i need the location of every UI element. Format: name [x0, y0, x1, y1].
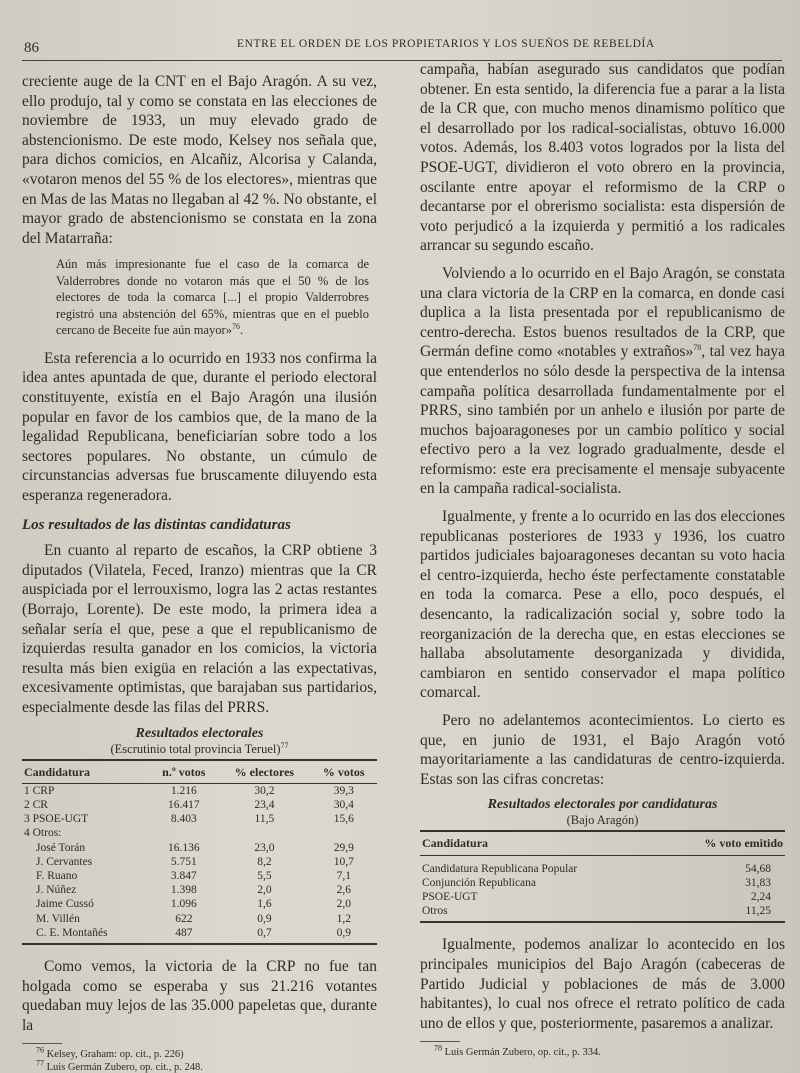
paragraph: Igualmente, y frente a lo ocurrido en las dos elecciones republicanas posteriores de 1933 y 1936, los cuatro partidos judiciales bajoaragoneses decantan su voto hacia el centro-izquierda, hecho éste perfectamente constatable en toda la comarca. Pese a ello, poco después, el desencanto, la radicalización social y, sobre todo la reorganización de la derecha que, en estas elecciones se hallaba absolutamente desorganizada y dividida, cambiaron en sentido conservador el mapa político comarcal.	[420, 508, 785, 702]
column-header: % electores	[218, 760, 310, 784]
table-row: 2 CR 16.417 23,4 30,4	[24, 798, 354, 811]
paragraph: Pero no adelantemos acontecimientos. Lo cierto es que, en junio de 1931, el Bajo Aragón votó mayoritariamente a las candidaturas de centro-izquierda. Estas son las cifras concretas:	[420, 712, 785, 788]
footnote: $^{78}$ Luis Germán Zubero, op. cit., p. 334.	[434, 1043, 601, 1059]
page-number: 86	[24, 40, 39, 56]
footnote-ref[interactable]: 77	[280, 740, 289, 750]
paragraph: campaña, habían asegurado sus candidatos que podían obtener. En esta sentido, la diferencia fue a parar a la lista de la CR que, con mucho menos dinamismo político que el desarrollado por los radical-socialistas, obtuvo 16.000 votos. Además, los 8.403 votos logrados por la lista del PSOE-UGT, dividieron el voto obrero en la provincia, oscilante entre apoyar el reformismo de la CRP o decantarse por el obrerismo socialista: esta dispersión de voto perjudicó a la izquierda y permitió a los radicales arrancar su segundo escaño.	[420, 61, 785, 255]
table-title: Resultados electorales	[135, 725, 264, 741]
footnote: $^{76}$ Kelsey, Graham: op. cit., p. 226)	[36, 1045, 184, 1061]
table-row: Candidatura Republicana Popular 54,68	[422, 862, 771, 875]
table-row: Otros 11,25	[420, 904, 785, 922]
footnote: $^{77}$ Luis Germán Zubero, op. cit., p. 248.	[36, 1058, 203, 1073]
footnote-divider	[22, 1043, 62, 1044]
block-quote: Aún más impresionante fue el caso de la comarca de Valderrobres donde no votaron más que el 50 % de los electores de toda la comarca [...] el propio Valderrobres registró una abstención del 65%, mientras que en el pueblo cercano de Beceite fue aún mayor»$^{76}$.	[56, 257, 369, 338]
column-header: % votos	[311, 760, 377, 784]
column-header: Candidatura	[22, 760, 149, 784]
paragraph: Volviendo a lo ocurrido en el Bajo Aragón, se constata una clara victoria de la CRP en la comarca, en donde casi duplica a la lista presentada por el republicanismo de centro-derecha. Estos buenos resultados de la CRP, que Germán define como «notables y extraños»$^{78}$, tal vez haya que entenderlos no sólo desde la perspectiva de la intensa campaña política desarrollada fundamentalmente por el PRRS, sino también por un anhelo e ilusión por parte de muchos bajoaragoneses por un cambio político y social efectivo pero a la vez logrado gradualmente, desde el reformismo: este era precisamente el mensaje subyacente en la campaña radical-socialista.	[420, 264, 786, 498]
table-title: Resultados electorales por candidaturas	[487, 797, 718, 813]
results-table-province	[22, 759, 377, 945]
running-header	[22, 38, 782, 61]
table-subtitle: (Escrutinio total provincia Teruel)$^{77}$	[110, 740, 289, 756]
left-column	[22, 72, 377, 1073]
table-row: J. Cervantes 5.751 8,2 10,7	[36, 855, 354, 868]
section-heading: Los resultados de las distintas candidaturas	[22, 516, 291, 533]
column-header: Candidatura	[420, 831, 660, 855]
paragraph: Igualmente, podemos analizar lo acontecido en los principales municipios del Bajo Aragón (cabeceras de Partido Judicial y poblaciones de más de 3.000 habitantes), lo cual nos ofrece el retrato político de cada uno de ellos y que, posteriormente, pasaremos a analizar.	[420, 936, 785, 1032]
right-column	[420, 60, 785, 1059]
table-row: J. Núñez 1.398 2,0 2,6	[36, 884, 351, 897]
table-row: 1 CRP 1.216 30,2 39,3	[24, 784, 354, 797]
column-header: n.º votos	[149, 760, 218, 784]
table-row: F. Ruano 3.847 5,5 7,1	[36, 869, 351, 882]
results-table-bajo-aragon	[420, 830, 785, 923]
table-row: 3 PSOE-UGT 8.403 11,5 15,6	[24, 813, 354, 826]
running-title: ENTRE EL ORDEN DE LOS PROPIETARIOS Y LOS SUEÑOS DE REBELDÍA	[237, 38, 655, 50]
paragraph: En cuanto al reparto de escaños, la CRP obtiene 3 diputados (Vilatela, Feced, Iranzo) mientras que la CR auspiciada por el lerrouxismo, logra las 2 actas restantes (Borrajo, Lorente). De este modo, la primera idea a señalar sería el que, pese a que el republicanismo de izquierdas resulta ganador en los comicios, la victoria resulta más bien exigüa en relación a las expectativas, excesivamente optimistas, que barajaban sus partidarios, especialmente desde las filas del PRRS.	[22, 542, 377, 716]
table-row: C. E. Montañés 487 0,7 0,9	[22, 926, 377, 944]
footnote-ref[interactable]: 76	[231, 322, 240, 332]
paragraph: creciente auge de la CNT en el Bajo Aragón. A su vez, ello produjo, tal y como se constata en las elecciones de noviembre de 1933, un muy elevado grado de abstencionismo. De este modo, Kelsey nos señala que, para dichos comicios, en Alcañiz, Alcorisa y Calanda, «votaron menos del 55 % de los electores», mientras que en Mas de las Matas no llegaban al 42 %. No obstante, el mayor grado de abstencionismo se constata en la zona del Matarraña:	[22, 73, 377, 247]
paragraph: Esta referencia a lo ocurrido en 1933 nos confirma la idea antes apuntada de que, durante el periodo electoral constituyente, existía en el Bajo Aragón una ilusión popular en favor de los cambios que, de la mano de la legalidad Republicana, beneficiarían sobre todo a los sectores populares. No obstante, un cúmulo de circunstancias adversas fue bruscamente diluyendo esta esperanza regeneradora.	[22, 349, 377, 504]
table-row: PSOE-UGT 2,24	[422, 890, 771, 903]
paragraph: Como vemos, la victoria de la CRP no fue tan holgada como se esperaba y sus 21.216 votantes quedaban muy lejos de las 35.000 papeletas que, durante la	[22, 957, 377, 1034]
table-subtitle: (Bajo Aragón)	[566, 813, 639, 828]
table-row: Conjunción Republicana 31,83	[422, 876, 771, 889]
table-row: José Torán 16.136 23,0 29,9	[36, 841, 354, 854]
footnote-divider	[420, 1041, 460, 1042]
table-header-row	[420, 831, 785, 855]
footnote-ref[interactable]: 78	[693, 343, 702, 353]
table-row: Jaime Cussó 1.096 1,6 2,0	[36, 898, 351, 911]
table-row: M. Villén 622 0,9 1,2	[36, 912, 351, 925]
table-row: 4 Otros:	[24, 827, 62, 840]
column-header: % voto emitido	[660, 831, 785, 855]
table-header-row	[22, 760, 377, 784]
